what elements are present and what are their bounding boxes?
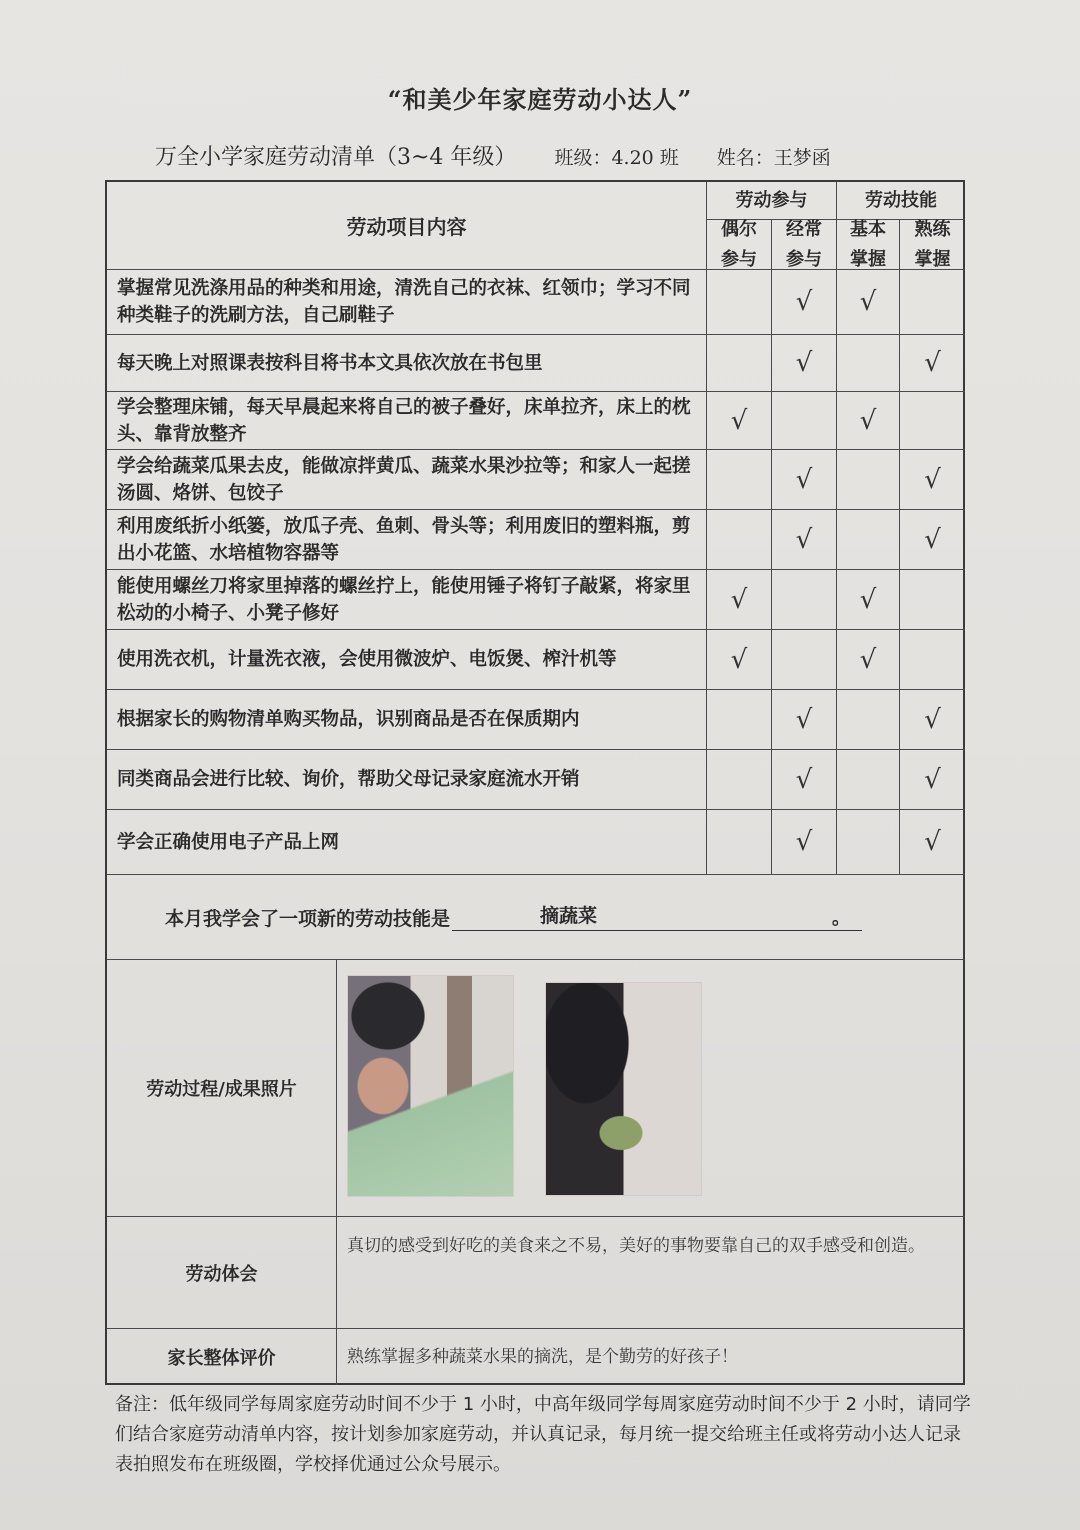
new-skill-row bbox=[107, 875, 965, 960]
check-basic[interactable]: √ bbox=[837, 570, 900, 630]
experience-text: 真切的感受到好吃的美食来之不易，美好的事物要靠自己的双手感受和创造。 bbox=[337, 1217, 965, 1329]
check-basic[interactable]: √ bbox=[837, 630, 900, 690]
check-frequent[interactable] bbox=[772, 630, 837, 690]
check-proficient[interactable] bbox=[900, 630, 965, 690]
check-basic[interactable] bbox=[837, 335, 900, 392]
col-header-content: 劳动项目内容 bbox=[107, 182, 707, 270]
table-row-content: 根据家长的购物清单购买物品，识别商品是否在保质期内 bbox=[107, 690, 707, 750]
document-subtitle bbox=[155, 140, 831, 171]
check-proficient[interactable] bbox=[900, 270, 965, 335]
check-occasional[interactable] bbox=[707, 750, 772, 810]
check-frequent[interactable]: √ bbox=[772, 270, 837, 335]
footnote: 备注：低年级同学每周家庭劳动时间不少于 1 小时，中高年级同学每周家庭劳动时间不少于 2 小时，请同学们结合家庭劳动清单内容，按计划参加家庭劳动，并认真记录，每月统一提交给班主任或将劳动小达人记录表拍照发布在班级圈，学校择优通过公众号展示。 bbox=[115, 1394, 971, 1475]
table-row-content: 每天晚上对照课表按科目将书本文具依次放在书包里 bbox=[107, 335, 707, 392]
new-skill-field[interactable]: 摘蔬菜 。 bbox=[452, 904, 862, 931]
col-header-frequent: 经常 参与 bbox=[772, 220, 837, 270]
check-occasional[interactable] bbox=[707, 690, 772, 750]
table-row-content: 能使用螺丝刀将家里掉落的螺丝拧上，能使用锤子将钉子敲紧，将家里松动的小椅子、小凳子修好 bbox=[107, 570, 707, 630]
check-frequent[interactable]: √ bbox=[772, 750, 837, 810]
check-occasional[interactable]: √ bbox=[707, 570, 772, 630]
col-header-basic: 基本 掌握 bbox=[837, 220, 900, 270]
col-header-proficient: 熟练 掌握 bbox=[900, 220, 965, 270]
check-frequent[interactable] bbox=[772, 570, 837, 630]
checklist-title: 万全小学家庭劳动清单（3~4 年级） bbox=[155, 145, 517, 170]
check-occasional[interactable]: √ bbox=[707, 392, 772, 450]
experience-label: 劳动体会 bbox=[107, 1217, 337, 1329]
group-header-participation: 劳动参与 bbox=[707, 182, 837, 220]
check-basic[interactable]: √ bbox=[837, 270, 900, 335]
check-proficient[interactable] bbox=[900, 570, 965, 630]
check-occasional[interactable] bbox=[707, 270, 772, 335]
col-header-occasional: 偶尔 参与 bbox=[707, 220, 772, 270]
table-row-content: 同类商品会进行比较、询价，帮助父母记录家庭流水开销 bbox=[107, 750, 707, 810]
group-header-skill: 劳动技能 bbox=[837, 182, 965, 220]
check-occasional[interactable] bbox=[707, 810, 772, 875]
labor-checklist-table bbox=[105, 180, 965, 1385]
table-row-content: 掌握常见洗涤用品的种类和用途，清洗自己的衣袜、红领巾；学习不同种类鞋子的洗刷方法，自己刷鞋子 bbox=[107, 270, 707, 335]
table-row-content: 学会给蔬菜瓜果去皮，能做凉拌黄瓜、蔬菜水果沙拉等；和家人一起搓汤圆、烙饼、包饺子 bbox=[107, 450, 707, 510]
parent-review-label: 家长整体评价 bbox=[107, 1329, 337, 1385]
check-frequent[interactable]: √ bbox=[772, 510, 837, 570]
check-occasional[interactable]: √ bbox=[707, 630, 772, 690]
table-row-content: 学会整理床铺，每天早晨起来将自己的被子叠好，床单拉齐，床上的枕头、靠背放整齐 bbox=[107, 392, 707, 450]
check-frequent[interactable]: √ bbox=[772, 690, 837, 750]
parent-review-text: 熟练掌握多种蔬菜水果的摘洗，是个勤劳的好孩子！ bbox=[347, 1347, 738, 1367]
table-row-content: 利用废纸折小纸篓，放瓜子壳、鱼刺、骨头等；利用废旧的塑料瓶，剪出小花篮、水培植物容器等 bbox=[107, 510, 707, 570]
document-title: “和美少年家庭劳动小达人” bbox=[387, 85, 693, 114]
check-proficient[interactable]: √ bbox=[900, 750, 965, 810]
check-frequent[interactable]: √ bbox=[772, 335, 837, 392]
check-basic[interactable] bbox=[837, 510, 900, 570]
check-basic[interactable] bbox=[837, 810, 900, 875]
class-label: 班级：4.20 班 bbox=[554, 147, 679, 169]
check-occasional[interactable] bbox=[707, 335, 772, 392]
check-basic[interactable] bbox=[837, 450, 900, 510]
table-row-content: 使用洗衣机，计量洗衣液，会使用微波炉、电饭煲、榨汁机等 bbox=[107, 630, 707, 690]
check-proficient[interactable]: √ bbox=[900, 690, 965, 750]
photo-picking-vegetables bbox=[347, 975, 514, 1197]
check-occasional[interactable] bbox=[707, 510, 772, 570]
check-proficient[interactable]: √ bbox=[900, 335, 965, 392]
check-frequent[interactable] bbox=[772, 392, 837, 450]
check-frequent[interactable]: √ bbox=[772, 810, 837, 875]
new-skill-prompt: 本月我学会了一项新的劳动技能是 bbox=[165, 907, 451, 930]
check-frequent[interactable]: √ bbox=[772, 450, 837, 510]
new-skill-value: 摘蔬菜 bbox=[540, 904, 598, 927]
check-proficient[interactable]: √ bbox=[900, 810, 965, 875]
check-proficient[interactable] bbox=[900, 392, 965, 450]
check-occasional[interactable] bbox=[707, 450, 772, 510]
check-basic[interactable] bbox=[837, 690, 900, 750]
photo-washing-vegetables bbox=[545, 982, 702, 1196]
check-proficient[interactable]: √ bbox=[900, 450, 965, 510]
table-row-content: 学会正确使用电子产品上网 bbox=[107, 810, 707, 875]
photos-label: 劳动过程/成果照片 bbox=[107, 960, 337, 1217]
check-proficient[interactable]: √ bbox=[900, 510, 965, 570]
student-name-label: 姓名：王梦函 bbox=[716, 147, 831, 169]
check-basic[interactable] bbox=[837, 750, 900, 810]
check-basic[interactable]: √ bbox=[837, 392, 900, 450]
